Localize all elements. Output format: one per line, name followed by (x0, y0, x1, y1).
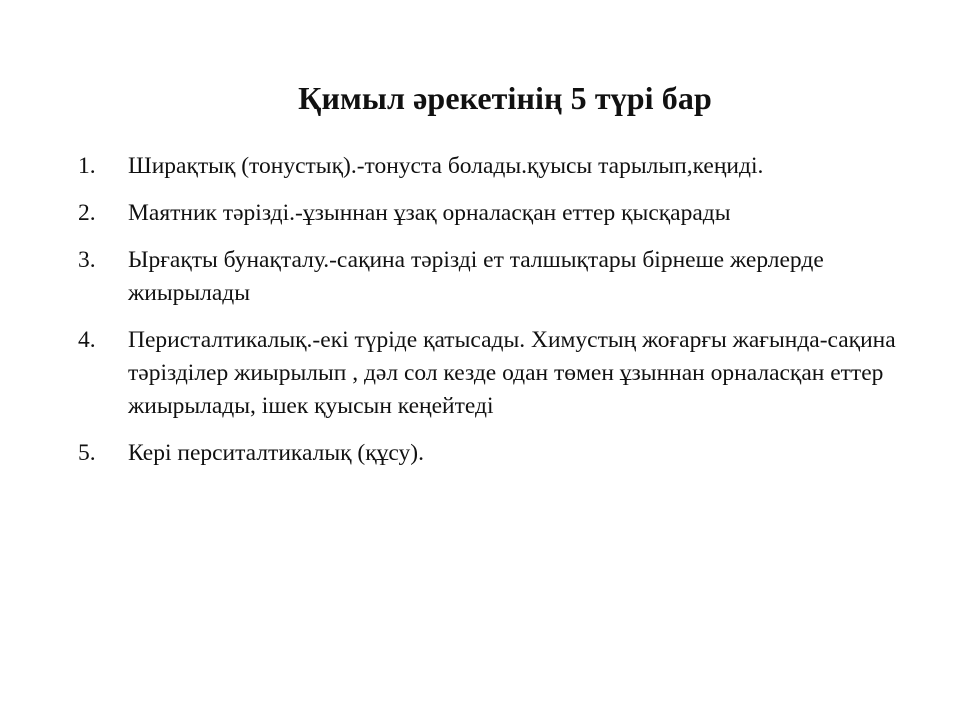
list-item-number: 5. (78, 440, 96, 466)
list-item (78, 437, 908, 470)
numbered-list (78, 150, 908, 484)
list-item-text: Ырғақты бунақталу.-сақина тәрізді ет талшықтары бірнеше жерлерде жиырылады (128, 247, 824, 306)
list-item-number: 3. (78, 247, 96, 273)
list-item (78, 324, 908, 423)
list-item-text: Перисталтикалық.-екі түріде қатысады. Химустың жоғарғы жағында-сақина тәрізділер жиырылып , дәл сол кезде одан төмен ұзыннан орналасқан еттер жиырылады, ішек қуысын кеңейтеді (128, 327, 896, 419)
list-item-text: Ширақтық (тонустық).-тонуста болады.қуысы тарылып,кеңиді. (128, 153, 764, 179)
list-item-text: Кері перситалтикалық (құсу). (128, 440, 424, 466)
list-item (78, 197, 908, 230)
list-item-number: 4. (78, 327, 96, 353)
list-item (78, 150, 908, 183)
list-item-number: 2. (78, 200, 96, 226)
list-item-text: Маятник тәрізді.-ұзыннан ұзақ орналасқан еттер қысқарады (128, 200, 731, 226)
list-item-number: 1. (78, 153, 96, 179)
slide-title: Қимыл әрекетінің 5 түрі бар (298, 80, 712, 116)
list-item (78, 244, 908, 310)
